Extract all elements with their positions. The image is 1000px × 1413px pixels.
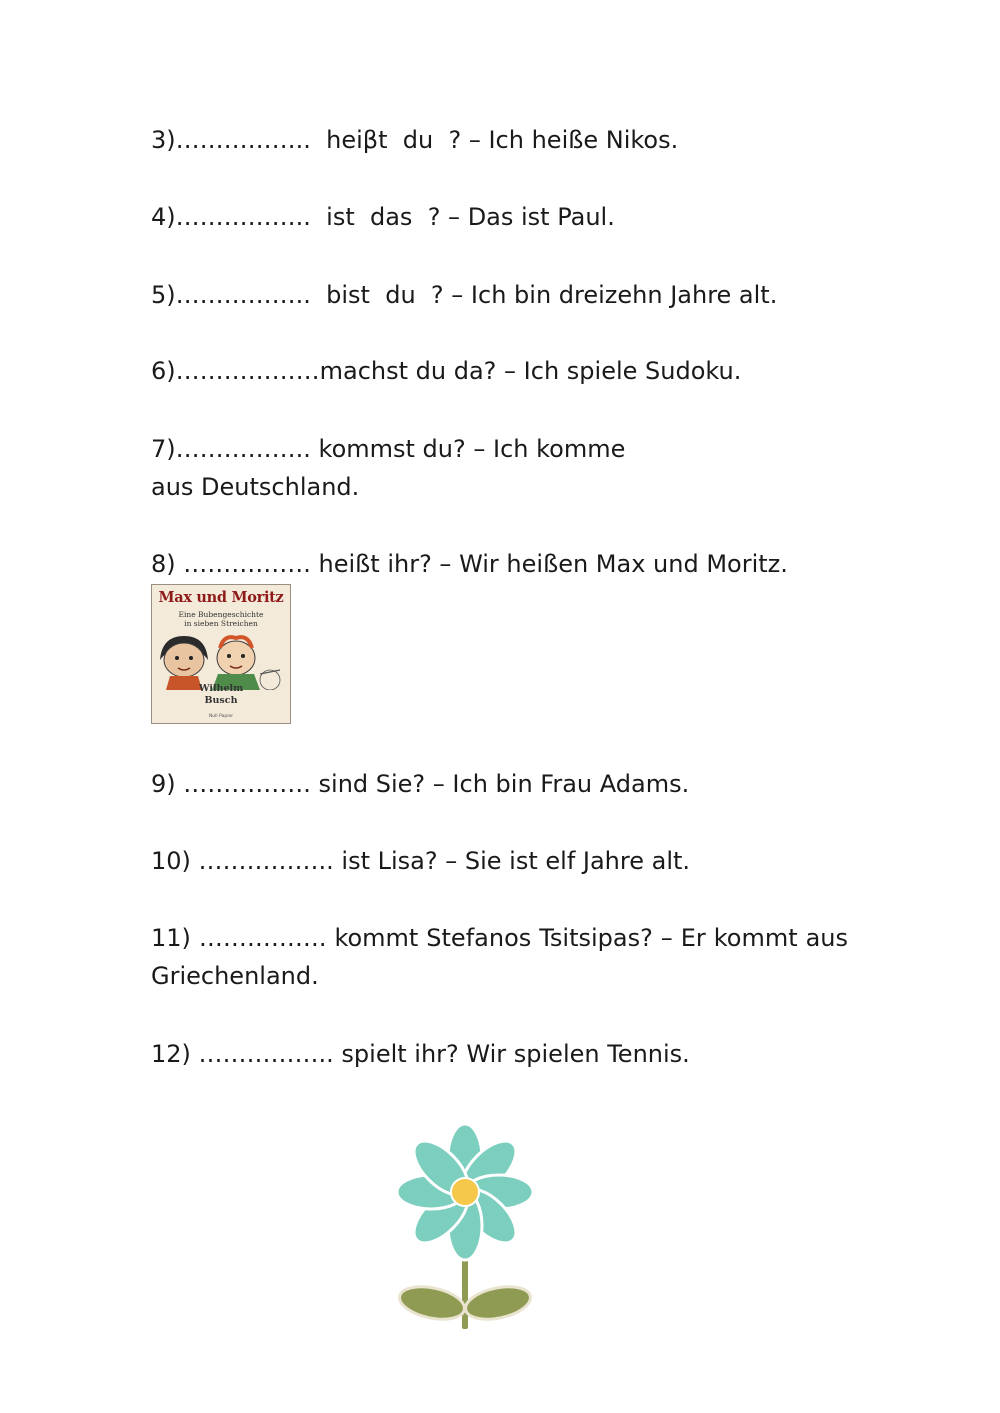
question-6: 6)………………machst du da? – Ich spiele Sudoku.	[151, 357, 742, 385]
flower-illustration	[392, 1120, 538, 1335]
book-cover-subtitle	[152, 610, 290, 628]
flower-leaf-left	[397, 1281, 468, 1324]
book-cover-author	[152, 683, 290, 707]
question-5: 5)…………….. bist du ? – Ich bin dreizehn Jahre alt.	[151, 281, 778, 309]
question-8: 8) ……………. heißt ihr? – Wir heißen Max und Moritz.	[151, 550, 788, 578]
book-cover-title: Max und Moritz	[158, 589, 284, 606]
book-cover-publisher: Null Papier	[208, 714, 234, 719]
question-7: 7)…………….. kommst du? – Ich komme aus Deutschland.	[151, 435, 633, 501]
book-cover-subtitle-line2: in sieben Streichen	[184, 619, 258, 628]
flower-leaf-right	[463, 1281, 534, 1324]
flower-center	[451, 1178, 479, 1206]
question-10: 10) …………….. ist Lisa? – Sie ist elf Jahre alt.	[151, 847, 691, 875]
book-cover-subtitle-line1: Eine Bubengeschichte	[178, 610, 264, 619]
question-9: 9) ……………. sind Sie? – Ich bin Frau Adams.	[151, 770, 690, 798]
question-11: 11) ……………. kommt Stefanos Tsitsipas? – Er kommt aus Griechenland.	[151, 924, 856, 990]
max-und-moritz-illustration	[152, 630, 291, 690]
book-cover-author-first: Wilhelm	[198, 683, 244, 694]
question-3: 3)…………….. heiβt du ? – Ich heiße Nikos.	[151, 126, 679, 154]
book-cover-image	[151, 584, 291, 724]
question-4: 4)…………….. ist das ? – Das ist Paul.	[151, 203, 615, 231]
book-cover-author-last: Busch	[204, 695, 238, 706]
question-12: 12) …………….. spielt ihr? Wir spielen Tennis.	[151, 1040, 690, 1068]
